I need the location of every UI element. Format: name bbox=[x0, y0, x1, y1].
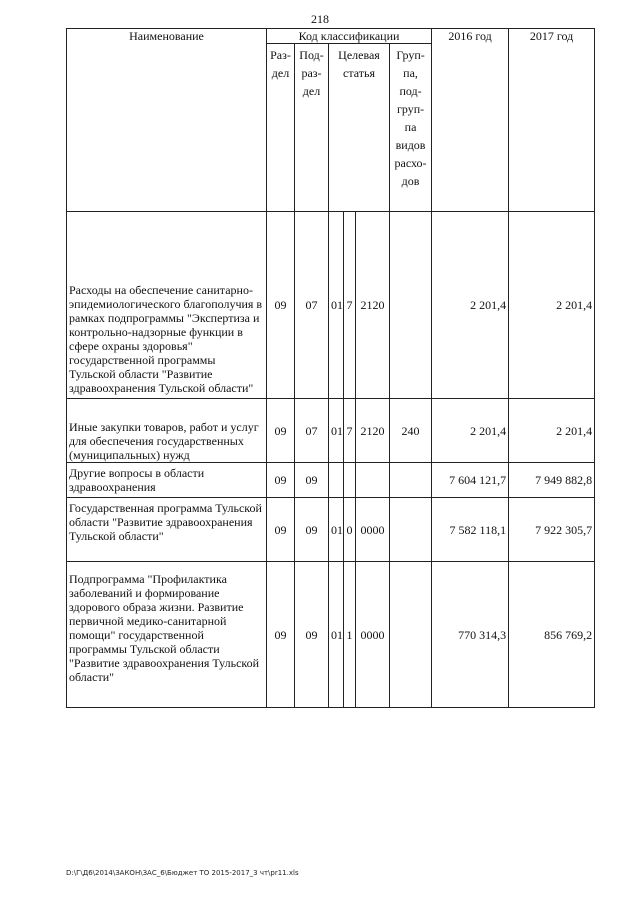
row-cs2: 1 bbox=[344, 562, 356, 708]
row-2016: 2 201,4 bbox=[432, 399, 509, 463]
row-razdel: 09 bbox=[267, 562, 295, 708]
table-row bbox=[67, 562, 595, 708]
row-name: Иные закупки товаров, работ и услуг для обеспечения государственных (муниципальных) нужд bbox=[67, 399, 267, 463]
row-2017: 2 201,4 bbox=[509, 399, 595, 463]
row-cs1: 01 bbox=[329, 212, 344, 399]
row-cs3 bbox=[356, 463, 390, 498]
row-cs3: 2120 bbox=[356, 399, 390, 463]
file-path-footer: D:\Г\Д6\2014\ЗАКОН\ЗАС_6\Бюджет ТО 2015-2017_3 чт\pr11.xls bbox=[66, 869, 299, 877]
budget-table bbox=[66, 28, 595, 708]
row-cs2: 7 bbox=[344, 212, 356, 399]
row-cs3: 0000 bbox=[356, 498, 390, 562]
row-cs2: 7 bbox=[344, 399, 356, 463]
row-2017: 2 201,4 bbox=[509, 212, 595, 399]
row-cs1: 01 bbox=[329, 562, 344, 708]
row-cs2 bbox=[344, 463, 356, 498]
table-row bbox=[67, 399, 595, 463]
table-row bbox=[67, 498, 595, 562]
row-cs1: 01 bbox=[329, 399, 344, 463]
row-cs1 bbox=[329, 463, 344, 498]
row-vr bbox=[390, 463, 432, 498]
row-2016: 7 604 121,7 bbox=[432, 463, 509, 498]
row-2017: 7 922 305,7 bbox=[509, 498, 595, 562]
header-name: Наименование bbox=[67, 29, 267, 212]
header-2016: 2016 год bbox=[432, 29, 509, 212]
header-podrazdel: Под-раз-дел bbox=[295, 44, 329, 212]
row-2016: 770 314,3 bbox=[432, 562, 509, 708]
row-razdel: 09 bbox=[267, 463, 295, 498]
row-2017: 7 949 882,8 bbox=[509, 463, 595, 498]
header-celevaya-statya: Целевая статья bbox=[329, 44, 390, 212]
page-number: 218 bbox=[311, 12, 329, 26]
row-name: Государственная программа Тульской области "Развитие здравоохранения Тульской области" bbox=[67, 498, 267, 562]
row-cs1: 01 bbox=[329, 498, 344, 562]
row-razdel: 09 bbox=[267, 498, 295, 562]
row-podrazdel: 09 bbox=[295, 562, 329, 708]
header-code: Код классификации bbox=[267, 29, 432, 44]
row-vr bbox=[390, 562, 432, 708]
row-podrazdel: 07 bbox=[295, 212, 329, 399]
row-cs3: 0000 bbox=[356, 562, 390, 708]
row-2016: 7 582 118,1 bbox=[432, 498, 509, 562]
row-name: Подпрограмма "Профилактика заболеваний и формирование здорового образа жизни. Развитие первичной медико-санитарной помощи" государственной программы Тульской области "Развитие здравоохранения Тульской области" bbox=[67, 562, 267, 708]
row-name: Расходы на обеспечение санитарно-эпидемиологического благополучия в рамках подпрограммы "Экспертиза и контрольно-надзорные функции в сфере охраны здоровья" государственной программы Тульской области "Развитие здравоохранения Тульской области" bbox=[67, 212, 267, 399]
row-vr bbox=[390, 212, 432, 399]
header-2017: 2017 год bbox=[509, 29, 595, 212]
row-cs2: 0 bbox=[344, 498, 356, 562]
row-vr: 240 bbox=[390, 399, 432, 463]
row-podrazdel: 07 bbox=[295, 399, 329, 463]
row-2016: 2 201,4 bbox=[432, 212, 509, 399]
header-gruppa: Груп-па, под-груп-па видов расхо-дов bbox=[390, 44, 432, 212]
row-2017: 856 769,2 bbox=[509, 562, 595, 708]
row-vr bbox=[390, 498, 432, 562]
row-razdel: 09 bbox=[267, 212, 295, 399]
table-row bbox=[67, 463, 595, 498]
header-razdel: Раз-дел bbox=[267, 44, 295, 212]
row-podrazdel: 09 bbox=[295, 463, 329, 498]
table-row bbox=[67, 212, 595, 399]
row-name: Другие вопросы в области здравоохранения bbox=[67, 463, 267, 498]
row-podrazdel: 09 bbox=[295, 498, 329, 562]
row-razdel: 09 bbox=[267, 399, 295, 463]
row-cs3: 2120 bbox=[356, 212, 390, 399]
